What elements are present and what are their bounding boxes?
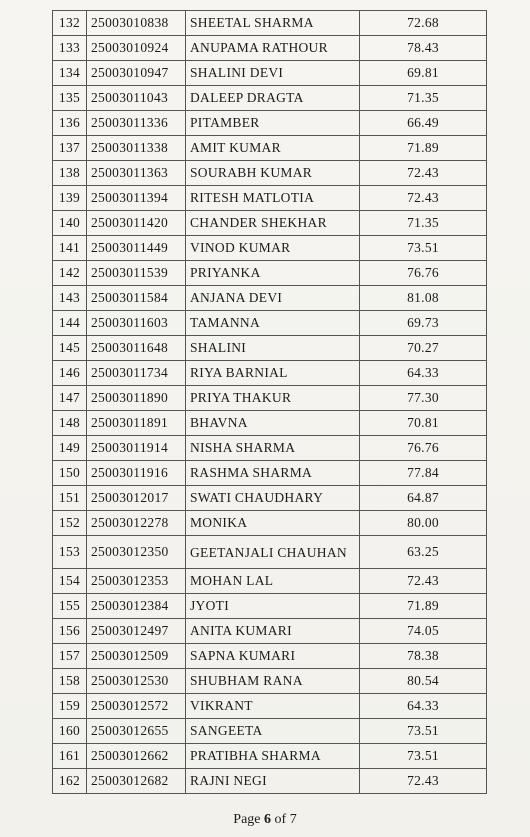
marks-cell: 72.43 bbox=[360, 186, 487, 211]
table-row bbox=[53, 86, 487, 111]
candidate-name-cell: PRIYA THAKUR bbox=[186, 386, 360, 411]
marks-cell: 73.51 bbox=[360, 236, 487, 261]
candidate-name-cell: PRIYANKA bbox=[186, 261, 360, 286]
serial-number-cell: 132 bbox=[53, 11, 87, 36]
roll-number-cell: 25003012655 bbox=[87, 719, 186, 744]
serial-number-cell: 139 bbox=[53, 186, 87, 211]
serial-number-cell: 136 bbox=[53, 111, 87, 136]
table-row bbox=[53, 136, 487, 161]
table-row bbox=[53, 436, 487, 461]
serial-number-cell: 153 bbox=[53, 536, 87, 569]
marks-cell: 80.00 bbox=[360, 511, 487, 536]
serial-number-cell: 143 bbox=[53, 286, 87, 311]
serial-number-cell: 145 bbox=[53, 336, 87, 361]
table-row bbox=[53, 211, 487, 236]
results-table-body bbox=[53, 11, 487, 794]
serial-number-cell: 156 bbox=[53, 619, 87, 644]
candidate-name-cell: TAMANNA bbox=[186, 311, 360, 336]
candidate-name-cell: SHEETAL SHARMA bbox=[186, 11, 360, 36]
table-row bbox=[53, 511, 487, 536]
roll-number-cell: 25003010838 bbox=[87, 11, 186, 36]
candidate-name-cell: ANJANA DEVI bbox=[186, 286, 360, 311]
table-row bbox=[53, 694, 487, 719]
serial-number-cell: 141 bbox=[53, 236, 87, 261]
marks-cell: 77.30 bbox=[360, 386, 487, 411]
roll-number-cell: 25003012384 bbox=[87, 594, 186, 619]
serial-number-cell: 162 bbox=[53, 769, 87, 794]
candidate-name-cell: GEETANJALI CHAUHAN bbox=[186, 536, 360, 569]
roll-number-cell: 25003012278 bbox=[87, 511, 186, 536]
candidate-name-cell: RASHMA SHARMA bbox=[186, 461, 360, 486]
candidate-name-cell: SAPNA KUMARI bbox=[186, 644, 360, 669]
candidate-name-cell: RIYA BARNIAL bbox=[186, 361, 360, 386]
candidate-name-cell: DALEEP DRAGTA bbox=[186, 86, 360, 111]
candidate-name-cell: SHALINI DEVI bbox=[186, 61, 360, 86]
table-row bbox=[53, 261, 487, 286]
table-row bbox=[53, 11, 487, 36]
roll-number-cell: 25003012350 bbox=[87, 536, 186, 569]
marks-cell: 64.33 bbox=[360, 361, 487, 386]
serial-number-cell: 157 bbox=[53, 644, 87, 669]
roll-number-cell: 25003012682 bbox=[87, 769, 186, 794]
marks-cell: 69.73 bbox=[360, 311, 487, 336]
marks-cell: 81.08 bbox=[360, 286, 487, 311]
table-row bbox=[53, 411, 487, 436]
roll-number-cell: 25003011914 bbox=[87, 436, 186, 461]
marks-cell: 76.76 bbox=[360, 436, 487, 461]
table-row bbox=[53, 236, 487, 261]
table-row bbox=[53, 594, 487, 619]
roll-number-cell: 25003011449 bbox=[87, 236, 186, 261]
serial-number-cell: 159 bbox=[53, 694, 87, 719]
candidate-name-cell: AMIT KUMAR bbox=[186, 136, 360, 161]
roll-number-cell: 25003011734 bbox=[87, 361, 186, 386]
serial-number-cell: 150 bbox=[53, 461, 87, 486]
page-label: Page bbox=[233, 812, 261, 827]
candidate-name-cell: SANGEETA bbox=[186, 719, 360, 744]
roll-number-cell: 25003011539 bbox=[87, 261, 186, 286]
candidate-name-cell: SOURABH KUMAR bbox=[186, 161, 360, 186]
candidate-name-cell: MOHAN LAL bbox=[186, 569, 360, 594]
serial-number-cell: 142 bbox=[53, 261, 87, 286]
roll-number-cell: 25003012353 bbox=[87, 569, 186, 594]
serial-number-cell: 149 bbox=[53, 436, 87, 461]
roll-number-cell: 25003010947 bbox=[87, 61, 186, 86]
marks-cell: 64.87 bbox=[360, 486, 487, 511]
table-row bbox=[53, 161, 487, 186]
roll-number-cell: 25003011420 bbox=[87, 211, 186, 236]
marks-cell: 72.43 bbox=[360, 569, 487, 594]
table-row bbox=[53, 36, 487, 61]
candidate-name-cell: VINOD KUMAR bbox=[186, 236, 360, 261]
results-table bbox=[52, 10, 487, 794]
candidate-name-cell: BHAVNA bbox=[186, 411, 360, 436]
candidate-name-cell: JYOTI bbox=[186, 594, 360, 619]
serial-number-cell: 154 bbox=[53, 569, 87, 594]
serial-number-cell: 148 bbox=[53, 411, 87, 436]
table-row bbox=[53, 186, 487, 211]
serial-number-cell: 134 bbox=[53, 61, 87, 86]
table-row bbox=[53, 336, 487, 361]
candidate-name-cell: SHUBHAM RANA bbox=[186, 669, 360, 694]
candidate-name-cell: NISHA SHARMA bbox=[186, 436, 360, 461]
table-row bbox=[53, 361, 487, 386]
candidate-name-cell: CHANDER SHEKHAR bbox=[186, 211, 360, 236]
serial-number-cell: 155 bbox=[53, 594, 87, 619]
serial-number-cell: 135 bbox=[53, 86, 87, 111]
marks-cell: 70.27 bbox=[360, 336, 487, 361]
roll-number-cell: 25003012017 bbox=[87, 486, 186, 511]
serial-number-cell: 161 bbox=[53, 744, 87, 769]
candidate-name-cell: PITAMBER bbox=[186, 111, 360, 136]
roll-number-cell: 25003012530 bbox=[87, 669, 186, 694]
marks-cell: 73.51 bbox=[360, 719, 487, 744]
marks-cell: 63.25 bbox=[360, 536, 487, 569]
marks-cell: 73.51 bbox=[360, 744, 487, 769]
roll-number-cell: 25003011043 bbox=[87, 86, 186, 111]
roll-number-cell: 25003011363 bbox=[87, 161, 186, 186]
candidate-name-cell: VIKRANT bbox=[186, 694, 360, 719]
page-of-label: of bbox=[274, 812, 287, 827]
marks-cell: 64.33 bbox=[360, 694, 487, 719]
marks-cell: 72.68 bbox=[360, 11, 487, 36]
candidate-name-cell: PRATIBHA SHARMA bbox=[186, 744, 360, 769]
marks-cell: 72.43 bbox=[360, 161, 487, 186]
roll-number-cell: 25003011394 bbox=[87, 186, 186, 211]
marks-cell: 74.05 bbox=[360, 619, 487, 644]
serial-number-cell: 151 bbox=[53, 486, 87, 511]
table-row bbox=[53, 111, 487, 136]
current-page: 6 bbox=[264, 812, 272, 827]
table-row bbox=[53, 461, 487, 486]
serial-number-cell: 158 bbox=[53, 669, 87, 694]
marks-cell: 78.38 bbox=[360, 644, 487, 669]
table-row bbox=[53, 669, 487, 694]
roll-number-cell: 25003012572 bbox=[87, 694, 186, 719]
candidate-name-cell: ANUPAMA RATHOUR bbox=[186, 36, 360, 61]
roll-number-cell: 25003011916 bbox=[87, 461, 186, 486]
marks-cell: 71.35 bbox=[360, 86, 487, 111]
marks-cell: 80.54 bbox=[360, 669, 487, 694]
table-row bbox=[53, 286, 487, 311]
serial-number-cell: 133 bbox=[53, 36, 87, 61]
roll-number-cell: 25003012662 bbox=[87, 744, 186, 769]
serial-number-cell: 147 bbox=[53, 386, 87, 411]
table-row bbox=[53, 311, 487, 336]
roll-number-cell: 25003011338 bbox=[87, 136, 186, 161]
marks-cell: 69.81 bbox=[360, 61, 487, 86]
candidate-name-cell: MONIKA bbox=[186, 511, 360, 536]
serial-number-cell: 160 bbox=[53, 719, 87, 744]
roll-number-cell: 25003011336 bbox=[87, 111, 186, 136]
marks-cell: 78.43 bbox=[360, 36, 487, 61]
table-row bbox=[53, 619, 487, 644]
table-row bbox=[53, 386, 487, 411]
serial-number-cell: 152 bbox=[53, 511, 87, 536]
roll-number-cell: 25003011584 bbox=[87, 286, 186, 311]
serial-number-cell: 140 bbox=[53, 211, 87, 236]
table-row bbox=[53, 486, 487, 511]
table-row bbox=[53, 569, 487, 594]
table-row bbox=[53, 61, 487, 86]
candidate-name-cell: RAJNI NEGI bbox=[186, 769, 360, 794]
roll-number-cell: 25003012497 bbox=[87, 619, 186, 644]
total-pages: 7 bbox=[289, 812, 297, 827]
roll-number-cell: 25003011891 bbox=[87, 411, 186, 436]
table-row bbox=[53, 744, 487, 769]
serial-number-cell: 138 bbox=[53, 161, 87, 186]
candidate-name-cell: SHALINI bbox=[186, 336, 360, 361]
marks-cell: 77.84 bbox=[360, 461, 487, 486]
candidate-name-cell: ANITA KUMARI bbox=[186, 619, 360, 644]
marks-cell: 70.81 bbox=[360, 411, 487, 436]
marks-cell: 72.43 bbox=[360, 769, 487, 794]
marks-cell: 76.76 bbox=[360, 261, 487, 286]
serial-number-cell: 146 bbox=[53, 361, 87, 386]
table-row bbox=[53, 644, 487, 669]
roll-number-cell: 25003011648 bbox=[87, 336, 186, 361]
page-number bbox=[0, 812, 530, 828]
roll-number-cell: 25003012509 bbox=[87, 644, 186, 669]
roll-number-cell: 25003011603 bbox=[87, 311, 186, 336]
table-row bbox=[53, 769, 487, 794]
serial-number-cell: 144 bbox=[53, 311, 87, 336]
table-row bbox=[53, 536, 487, 569]
marks-cell: 71.89 bbox=[360, 594, 487, 619]
roll-number-cell: 25003010924 bbox=[87, 36, 186, 61]
marks-cell: 66.49 bbox=[360, 111, 487, 136]
candidate-name-cell: RITESH MATLOTIA bbox=[186, 186, 360, 211]
marks-cell: 71.35 bbox=[360, 211, 487, 236]
serial-number-cell: 137 bbox=[53, 136, 87, 161]
marks-cell: 71.89 bbox=[360, 136, 487, 161]
roll-number-cell: 25003011890 bbox=[87, 386, 186, 411]
table-row bbox=[53, 719, 487, 744]
candidate-name-cell: SWATI CHAUDHARY bbox=[186, 486, 360, 511]
